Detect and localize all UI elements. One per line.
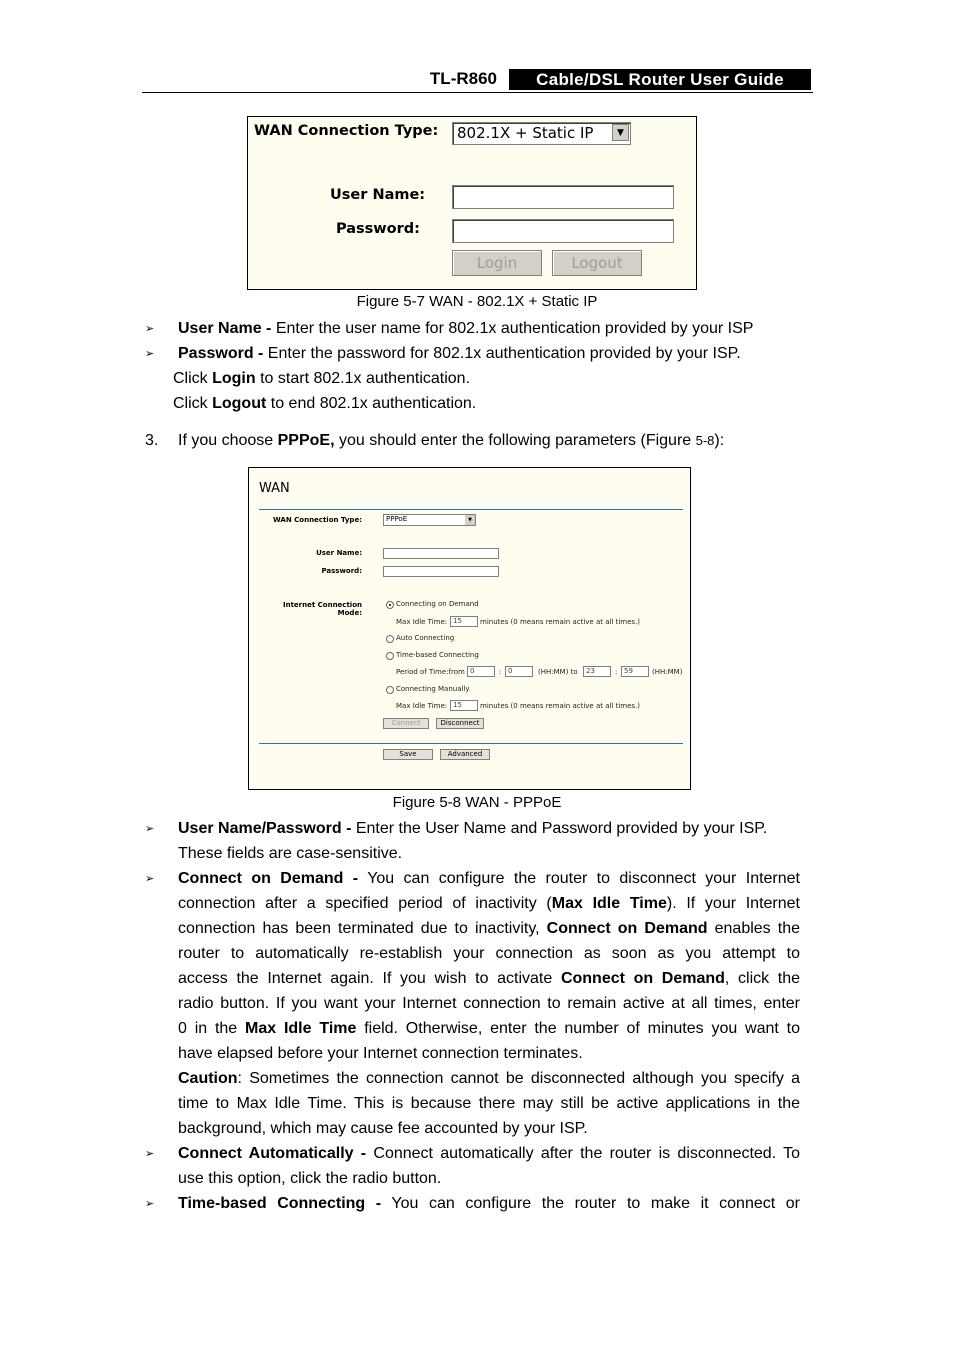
username-input[interactable]	[383, 548, 499, 559]
radio-auto-connecting[interactable]	[386, 635, 394, 643]
wan-type-value: PPPoE	[386, 515, 408, 523]
step-number: 3.	[145, 432, 159, 449]
login-button[interactable]: Login	[452, 250, 542, 276]
page-header	[142, 66, 813, 92]
opt-demand-label: Connecting on Demand	[396, 600, 479, 608]
opt-manual-label: Connecting Manually	[396, 685, 470, 693]
bullet-arrow-icon: ➢	[145, 348, 155, 360]
radio-time-based[interactable]	[386, 652, 394, 660]
from-hour-input[interactable]: 0	[467, 666, 495, 677]
figure7-caption: Figure 5-7 WAN - 802.1X + Static IP	[356, 293, 598, 310]
header-rule	[142, 92, 813, 93]
colon-sep: :	[615, 668, 618, 676]
to-hour-input[interactable]: 23	[583, 666, 611, 677]
top-divider	[259, 509, 683, 510]
bullet-arrow-icon: ➢	[145, 873, 155, 885]
colon-sep: :	[499, 668, 502, 676]
save-button[interactable]: Save	[383, 749, 433, 760]
period-label: Period of Time:from	[396, 668, 465, 676]
advanced-button[interactable]: Advanced	[440, 749, 490, 760]
password-desc: Password - Enter the password for 802.1x authentication provided by your ISP.	[178, 345, 741, 362]
password-label: Password:	[336, 221, 420, 237]
step3-text: If you choose PPPoE, you should enter the following parameters (Figure 5-8):	[178, 432, 725, 449]
wan-type-select[interactable]	[452, 122, 631, 145]
opt-auto-label: Auto Connecting	[396, 634, 455, 642]
radio-manual[interactable]	[386, 686, 394, 694]
max-idle-note-2: minutes (0 means remain active at all times.)	[480, 702, 641, 710]
bullet-arrow-icon: ➢	[145, 823, 155, 835]
chevron-down-icon[interactable]: ▼	[612, 124, 629, 141]
logout-desc: Click Logout to end 802.1x authentication.	[173, 395, 477, 412]
connection-mode-label: Internet Connection Mode:	[283, 601, 362, 617]
figure-wan-8021x	[247, 116, 697, 290]
connect-button[interactable]: Connect	[383, 718, 429, 729]
figure8-caption: Figure 5-8 WAN - PPPoE	[392, 794, 562, 811]
bottom-divider	[259, 743, 683, 744]
connect-auto-desc: Connect Automatically - Connect automatically after the router is disconnected. To use this option, click the radio button.	[178, 1145, 800, 1187]
wan-type-select[interactable]	[383, 514, 476, 526]
figure8-title: WAN	[259, 481, 290, 496]
to-minute-input[interactable]: 59	[621, 666, 649, 677]
disconnect-button[interactable]: Disconnect	[436, 718, 484, 729]
max-idle-input-2[interactable]: 15	[450, 700, 478, 711]
radio-connect-on-demand[interactable]	[386, 601, 394, 609]
username-label: User Name:	[330, 187, 426, 203]
time-based-desc: Time-based Connecting - You can configure the router to make it connect or	[178, 1195, 800, 1212]
password-input[interactable]	[452, 219, 674, 243]
from-minute-input[interactable]: 0	[505, 666, 533, 677]
password-input[interactable]	[383, 566, 499, 577]
username-label: User Name:	[316, 549, 362, 557]
password-label: Password:	[321, 567, 362, 575]
wan-type-value: 802.1X + Static IP	[457, 124, 594, 142]
logout-button[interactable]: Logout	[552, 250, 642, 276]
to-label: (HH:MM) to	[538, 668, 578, 676]
wan-type-label: WAN Connection Type:	[273, 516, 362, 524]
guide-title: Cable/DSL Router User Guide	[509, 69, 811, 90]
chevron-down-icon[interactable]: ▼	[465, 515, 475, 525]
login-desc: Click Login to start 802.1x authentication.	[173, 370, 471, 387]
end-label: (HH:MM)	[652, 668, 683, 676]
wan-type-label: WAN Connection Type:	[254, 123, 439, 139]
figure-wan-pppoe	[248, 467, 691, 790]
model-name: TL-R860	[429, 69, 497, 88]
max-idle-label-2: Max Idle Time:	[396, 702, 448, 710]
bullet-arrow-icon: ➢	[145, 323, 155, 335]
bullet-arrow-icon: ➢	[145, 1198, 155, 1210]
opt-time-label: Time-based Connecting	[396, 651, 479, 659]
max-idle-input[interactable]: 15	[450, 616, 478, 627]
username-input[interactable]	[452, 185, 674, 209]
bullet-arrow-icon: ➢	[145, 1148, 155, 1160]
max-idle-label: Max Idle Time:	[396, 618, 448, 626]
connect-on-demand-desc: Connect on Demand - You can configure the router to disconnect your Internet connection after a specified period of inactivity (Max Idle Time). If your Internet connection has been terminated due to inactivity, Connect on Demand enables the router to automatically re-establish your connection as soon as you attempt to access the Internet again. If you wish to activate Connect on Demand, click the radio button. If you want your Internet connection to remain active at all times, enter 0 in the Max Idle Time field. Otherwise, enter the number of minutes you want to have elapsed before your Internet connection terminates. Caution: Sometimes the connection cannot be disconnected although you specify a time to Max Idle Time. This is because there may still be active applications in the background, which may cause fee accounted by your ISP.	[178, 870, 801, 1137]
userpass-desc: User Name/Password - Enter the User Name and Password provided by your ISP. These fields are case-sensitive.	[178, 820, 768, 862]
username-desc: User Name - Enter the user name for 802.1x authentication provided by your ISP	[178, 320, 754, 337]
max-idle-note: minutes (0 means remain active at all times.)	[480, 618, 641, 626]
